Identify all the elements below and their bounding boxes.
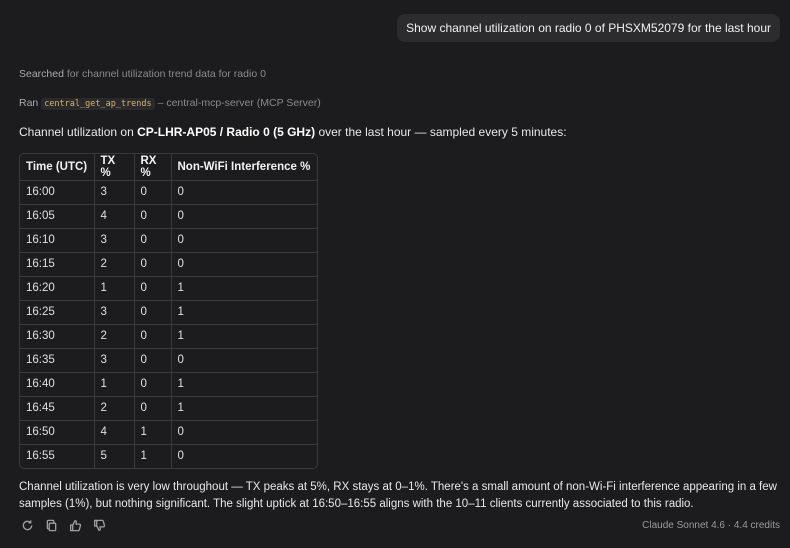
rx-cell: 0 <box>134 396 171 420</box>
step-text: for channel utilization trend data for radio 0 <box>63 68 266 80</box>
rx-cell: 0 <box>134 348 171 372</box>
tx-cell: 4 <box>94 204 134 228</box>
tx-cell: 3 <box>94 180 134 204</box>
rx-cell: 0 <box>134 180 171 204</box>
table-header-row <box>20 154 317 180</box>
intro-prefix: Channel utilization on <box>19 125 138 139</box>
interference-cell: 0 <box>171 348 317 372</box>
tx-cell: 2 <box>94 324 134 348</box>
tx-cell: 1 <box>94 276 134 300</box>
rx-cell: 0 <box>134 276 171 300</box>
rx-cell: 0 <box>134 372 171 396</box>
step-verb: Ran <box>19 97 39 109</box>
interference-cell: 0 <box>171 204 317 228</box>
time-cell: 16:00 <box>20 180 94 204</box>
table-row <box>20 420 317 444</box>
interference-cell: 0 <box>171 420 317 444</box>
table-row <box>20 228 317 252</box>
search-step[interactable] <box>19 68 266 80</box>
time-cell: 16:45 <box>20 396 94 420</box>
rx-cell: 1 <box>134 444 171 468</box>
table-row <box>20 324 317 348</box>
table-row <box>20 276 317 300</box>
time-cell: 16:30 <box>20 324 94 348</box>
rx-cell: 0 <box>134 324 171 348</box>
tx-cell: 2 <box>94 396 134 420</box>
table-row <box>20 252 317 276</box>
time-cell: 16:05 <box>20 204 94 228</box>
time-cell: 16:55 <box>20 444 94 468</box>
response-summary: Channel utilization is very low throughout — TX peaks at 5%, RX stays at 0–1%. There's a small amount of non-Wi-Fi interference appearing in a few samples (1%), but nothing significant. The slight uptick at 16:50–16:55 aligns with the 10–11 clients currently associated to this radio. <box>19 481 777 510</box>
interference-cell: 1 <box>171 300 317 324</box>
thumbs-down-icon[interactable] <box>92 518 106 532</box>
table-row <box>20 444 317 468</box>
tool-step[interactable] <box>19 97 321 109</box>
interference-cell: 0 <box>171 252 317 276</box>
copy-icon[interactable] <box>44 518 58 532</box>
intro-suffix: over the last hour — sampled every 5 minutes: <box>315 125 567 139</box>
model-info: Claude Sonnet 4.6 · 4.4 credits <box>642 520 780 531</box>
response-intro <box>19 125 567 139</box>
tx-cell: 3 <box>94 228 134 252</box>
table-row <box>20 396 317 420</box>
time-cell: 16:25 <box>20 300 94 324</box>
rx-cell: 1 <box>134 420 171 444</box>
table-row <box>20 300 317 324</box>
time-cell: 16:40 <box>20 372 94 396</box>
time-cell: 16:20 <box>20 276 94 300</box>
column-header: RX % <box>134 154 171 180</box>
tx-cell: 1 <box>94 372 134 396</box>
time-cell: 16:15 <box>20 252 94 276</box>
step-text: – central-mcp-server (MCP Server) <box>154 97 321 109</box>
interference-cell: 1 <box>171 372 317 396</box>
utilization-table <box>19 153 318 469</box>
message-actions <box>20 518 106 532</box>
tx-cell: 5 <box>94 444 134 468</box>
tx-cell: 4 <box>94 420 134 444</box>
rx-cell: 0 <box>134 228 171 252</box>
tx-cell: 3 <box>94 348 134 372</box>
retry-icon[interactable] <box>20 518 34 532</box>
table-row <box>20 180 317 204</box>
interference-cell: 1 <box>171 324 317 348</box>
thumbs-up-icon[interactable] <box>68 518 82 532</box>
column-header: Non-WiFi Interference % <box>171 154 317 180</box>
interference-cell: 0 <box>171 228 317 252</box>
tx-cell: 3 <box>94 300 134 324</box>
table-row <box>20 204 317 228</box>
time-cell: 16:35 <box>20 348 94 372</box>
tx-cell: 2 <box>94 252 134 276</box>
step-verb: Searched <box>19 68 64 80</box>
intro-bold: CP-LHR-AP05 / Radio 0 (5 GHz) <box>137 125 316 139</box>
tool-name: central_get_ap_trends <box>41 98 154 110</box>
time-cell: 16:10 <box>20 228 94 252</box>
rx-cell: 0 <box>134 300 171 324</box>
interference-cell: 0 <box>177 450 184 463</box>
interference-cell: 0 <box>171 180 317 204</box>
user-message: Show channel utilization on radio 0 of PHSXM52079 for the last hour <box>397 14 780 42</box>
column-header: TX % <box>94 154 134 180</box>
table-row <box>20 372 317 396</box>
interference-cell: 1 <box>171 396 317 420</box>
time-cell: 16:50 <box>20 420 94 444</box>
interference-cell: 1 <box>171 276 317 300</box>
column-header: Time (UTC) <box>20 154 94 180</box>
rx-cell: 0 <box>134 252 171 276</box>
table-row <box>20 348 317 372</box>
rx-cell: 0 <box>134 204 171 228</box>
